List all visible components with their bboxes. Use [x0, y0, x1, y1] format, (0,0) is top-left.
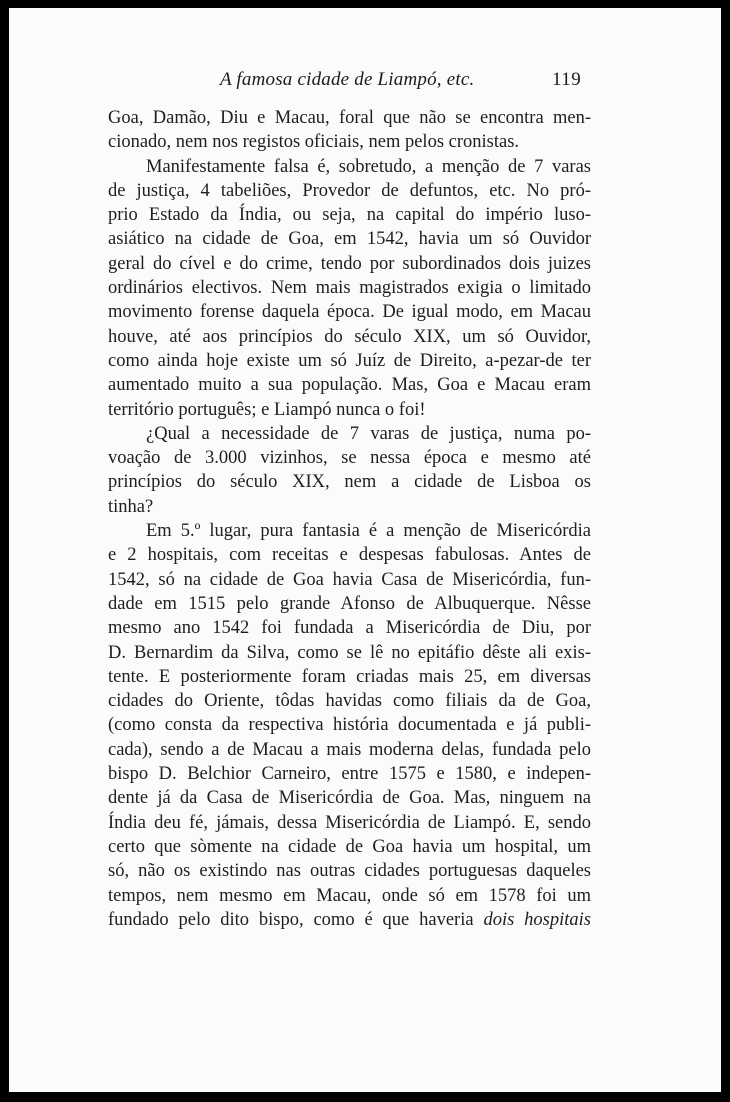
text-line: houve, até aos princípios do século XIX, um só Ouvidor,: [108, 326, 591, 347]
paragraph: [108, 519, 591, 932]
text-line: como ainda hoje existe um só Juíz de Direito, a-pezar-de ter: [108, 350, 591, 371]
text-line: só, não os existindo nas outras cidades portuguesas daqueles: [108, 861, 591, 882]
text-line: bispo D. Belchior Carneiro, entre 1575 e 1580, e indepen-: [108, 764, 591, 785]
text-line: asiático na cidade de Goa, em 1542, havia um só Ouvidor: [108, 229, 591, 250]
page-number: 119: [552, 69, 582, 90]
text-line: tente. E posteriormente foram criadas mais 25, em diversas: [108, 666, 591, 687]
text-line: Goa, Damão, Diu e Macau, foral que não se encontra men-: [108, 108, 591, 128]
text-line: mesmo ano 1542 foi fundada a Misericórdia de Diu, por: [108, 618, 591, 639]
text-line: dade em 1515 pelo grande Afonso de Albuquerque. Nêsse: [108, 593, 591, 614]
text-line: território português; e Liampó nunca o foi!: [108, 399, 426, 420]
text-line: Manifestamente falsa é, sobretudo, a menção de 7 varas: [146, 156, 591, 177]
final-text-line: [108, 908, 591, 932]
text-line: tempos, nem mesmo em Macau, onde só em 1578 foi um: [108, 885, 591, 906]
book-page: [9, 8, 721, 1092]
text-line: certo que sòmente na cidade de Goa havia um hospital, um: [108, 836, 591, 857]
text-line: 1542, só na cidade de Goa havia Casa de Misericórdia, fun-: [108, 569, 591, 590]
text-line: ordinários electivos. Nem mais magistrados exigia o limitado: [108, 278, 591, 299]
text-line: (como consta da respectiva história documentada e já publi-: [108, 715, 591, 736]
text-line: de justiça, 4 tabeliões, Provedor de defuntos, etc. No pró-: [108, 180, 591, 201]
text-line: cidades do Oriente, tôdas havidas como filiais da de Goa,: [108, 691, 591, 712]
text-line: D. Bernardim da Silva, como se lê no epitáfio dêste ali exis-: [108, 642, 591, 663]
text-line: voação de 3.000 vizinhos, se nessa época e mesmo até: [108, 448, 591, 469]
text-line: dente já da Casa de Misericórdia de Goa. Mas, ninguem na: [108, 788, 591, 809]
text-line: aumentado muito a sua população. Mas, Goa e Macau eram: [108, 375, 591, 396]
paragraph: [108, 422, 591, 519]
text-line: princípios do século XIX, nem a cidade de Lisboa os: [108, 472, 591, 493]
paragraph: [108, 106, 591, 155]
page-header: [9, 66, 721, 96]
text-line: e 2 hospitais, com receitas e despesas fabulosas. Antes de: [108, 545, 591, 566]
text-line: geral do cível e do crime, tendo por subordinados dois juizes: [108, 253, 591, 274]
text-line: cada), sendo a de Macau a mais moderna delas, fundada pelo: [108, 739, 591, 760]
text-line: cionado, nem nos registos oficiais, nem pelos cronistas.: [108, 132, 520, 153]
paragraph: [108, 155, 591, 422]
body-text: [108, 106, 591, 932]
running-title: A famosa cidade de Liampó, etc.: [220, 69, 475, 90]
final-line-text: fundado pelo dito bispo, como é que haveria: [108, 909, 484, 930]
text-line: movimento forense daquela época. De igual modo, em Macau: [108, 302, 591, 323]
final-line-italic: dois hospitais: [483, 909, 591, 930]
text-line: Índia deu fé, jámais, dessa Misericórdia de Liampó. E, sendo: [108, 812, 591, 833]
text-line: Em 5.º lugar, pura fantasia é a menção de Misericórdia: [146, 521, 591, 542]
text-line: ¿Qual a necessidade de 7 varas de justiça, numa po-: [146, 423, 591, 444]
text-line: tinha?: [108, 496, 154, 517]
text-line: prio Estado da Índia, ou seja, na capital do império luso-: [108, 205, 591, 226]
